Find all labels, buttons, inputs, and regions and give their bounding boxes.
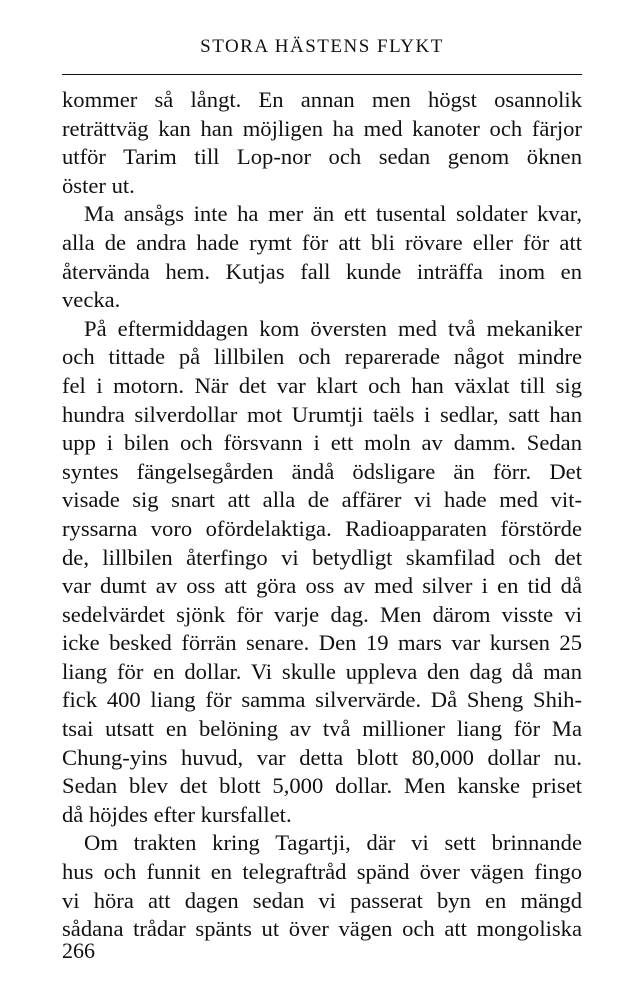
text-line: sådana trådar spänts ut över vägen och att mongoliska bbox=[62, 916, 582, 942]
text-line: alla de andra hade rymt för att bli rövare eller för att bbox=[62, 229, 582, 255]
text-line: Sedan blev det blott 5,000 dollar. Men kanske priset bbox=[62, 773, 582, 799]
text-line: hus och funnit en telegraftråd spänd över vägen fingo bbox=[62, 859, 582, 885]
text-line: liang för en dollar. Vi skulle uppleva den dag då man bbox=[62, 658, 582, 684]
text-line: Om trakten kring Tagartji, där vi sett brinnande bbox=[84, 830, 582, 856]
text-line: då höjdes efter kursfallet. bbox=[62, 801, 292, 827]
page-number: 266 bbox=[62, 938, 95, 963]
text-line: Ma ansågs inte ha mer än ett tusental soldater kvar, bbox=[84, 201, 582, 227]
text-line: återvända hem. Kutjas fall kunde inträffa inom en bbox=[62, 258, 582, 284]
text-line: upp i bilen och försvann i ett moln av damm. Sedan bbox=[62, 430, 582, 456]
text-line: reträttväg kan han möjligen ha med kanoter och färjor bbox=[62, 115, 582, 141]
text-line: hundra silverdollar mot Urumtji taëls i sedlar, satt han bbox=[62, 401, 582, 427]
text-line: fel i motorn. När det var klart och han växlat till sig bbox=[62, 372, 582, 398]
text-line: ryssarna voro ofördelaktiga. Radioapparaten förstörde bbox=[62, 515, 582, 541]
body-text bbox=[62, 86, 582, 944]
text-line: de, lillbilen återfingo vi betydligt skamfilad och det bbox=[62, 544, 582, 570]
text-line: öster ut. bbox=[62, 172, 135, 198]
text-line: sedelvärdet sjönk för varje dag. Men därom visste vi bbox=[62, 601, 582, 627]
text-line: utför Tarim till Lop-nor och sedan genom öknen bbox=[62, 144, 582, 170]
text-line: kommer så långt. En annan men högst osannolik bbox=[62, 87, 582, 112]
text-line: vecka. bbox=[62, 287, 121, 313]
text-line: Chung-yins huvud, var detta blott 80,000 dollar nu. bbox=[62, 744, 582, 770]
text-line: visade sig snart att alla de affärer vi hade med vit- bbox=[62, 487, 582, 513]
text-line: icke besked förrän senare. Den 19 mars var kursen 25 bbox=[62, 630, 582, 656]
text-line: vi höra att dagen sedan vi passerat byn en mängd bbox=[62, 887, 582, 913]
text-line: På eftermiddagen kom översten med två mekaniker bbox=[84, 315, 582, 341]
text-line: syntes fängelsegården ändå ödsligare än förr. Det bbox=[62, 458, 582, 484]
text-line: var dumt av oss att göra oss av med silver i en tid då bbox=[62, 573, 582, 599]
header-rule bbox=[62, 74, 582, 75]
text-line: fick 400 liang för samma silvervärde. Då Sheng Shih- bbox=[62, 687, 582, 713]
text-line: och tittade på lillbilen och reparerade något mindre bbox=[62, 344, 582, 370]
text-line: tsai utsatt en belöning av två millioner liang för Ma bbox=[62, 716, 582, 742]
running-head: STORA HÄSTENS FLYKT bbox=[200, 36, 444, 57]
